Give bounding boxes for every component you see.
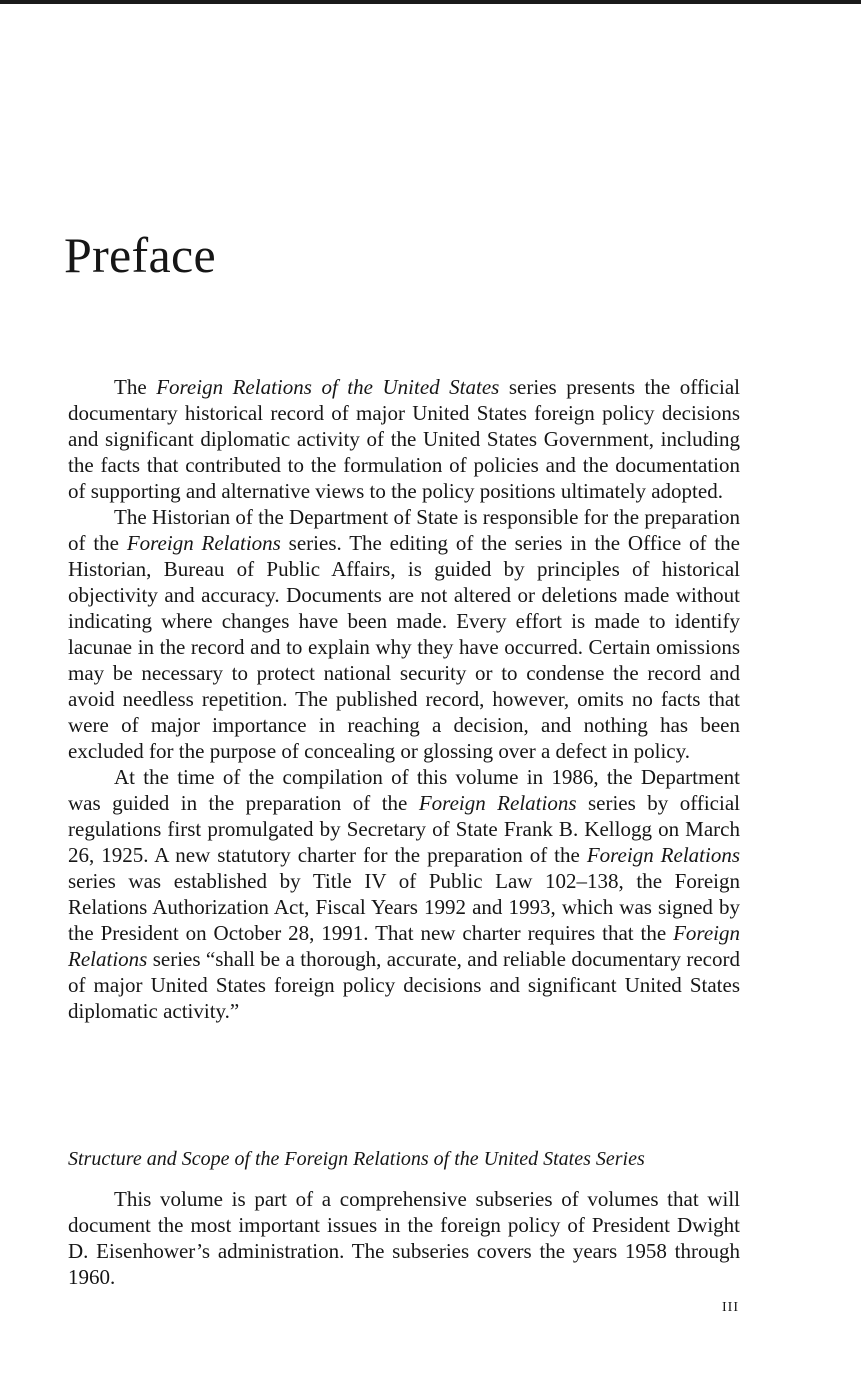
series-title-italic: Foreign Relations — [68, 921, 740, 971]
series-title-italic: Foreign Relations — [418, 791, 577, 815]
paragraph-series-overview — [68, 374, 740, 504]
series-title-italic: Foreign Relations of the United States — [156, 375, 500, 399]
section-heading-structure-scope: Structure and Scope of the Foreign Relations of the United States Series — [68, 1148, 645, 1170]
text-segment: series “shall be a thorough, accurate, and reliable documentary record of major United States foreign policy decisions and significant United States diplomatic activity.” — [68, 947, 740, 1023]
top-border-rule — [0, 0, 861, 4]
paragraph-historian-role — [68, 504, 740, 764]
paragraph-subseries: This volume is part of a comprehensive subseries of volumes that will document the most important issues in the foreign policy of President Dwight D. Eisenhower’s administration. The subseries covers the years 1958 through 1960. — [68, 1187, 740, 1289]
preface-body — [68, 374, 740, 1024]
page-number: III — [722, 1300, 739, 1315]
page-title: Preface — [64, 227, 216, 283]
text-segment: series presents the official documentary historical record of major United States foreign policy decisions and significant diplomatic activity of the United States Government, including the facts that contributed to the formulation of policies and the documentation of supporting and alternative views to the policy positions ultimately adopted. — [68, 375, 740, 503]
text-segment: series was established by Title IV of Public Law 102–138, the Foreign Relations Authorization Act, Fiscal Years 1992 and 1993, which was signed by the President on October 28, 1991. That new charter requires that the — [68, 869, 740, 945]
section-body — [68, 1186, 740, 1290]
text-segment: The Historian of the Department of State is responsible for the preparation of the — [68, 505, 740, 555]
text-segment: The — [114, 375, 157, 399]
paragraph-statutory-charter — [68, 764, 740, 1024]
series-title-italic: Foreign Relations — [126, 531, 281, 555]
text-segment: series by official regulations first promulgated by Secretary of State Frank B. Kellogg on March 26, 1925. A new statutory charter for the preparation of the — [68, 791, 740, 867]
text-segment: series. The editing of the series in the Office of the Historian, Bureau of Public Affairs, is guided by principles of historical objectivity and accuracy. Documents are not altered or deletions made without indicating where changes have been made. Every effort is made to identify lacunae in the record and to explain why they have occurred. Certain omissions may be necessary to protect national security or to condense the record and avoid needless repetition. The published record, however, omits no facts that were of major importance in reaching a decision, and nothing has been excluded for the purpose of concealing or glossing over a defect in policy. — [68, 531, 740, 763]
text-segment: At the time of the compilation of this volume in 1986, the Department was guided in the preparation of the — [68, 765, 740, 815]
series-title-italic: Foreign Relations — [586, 843, 741, 867]
